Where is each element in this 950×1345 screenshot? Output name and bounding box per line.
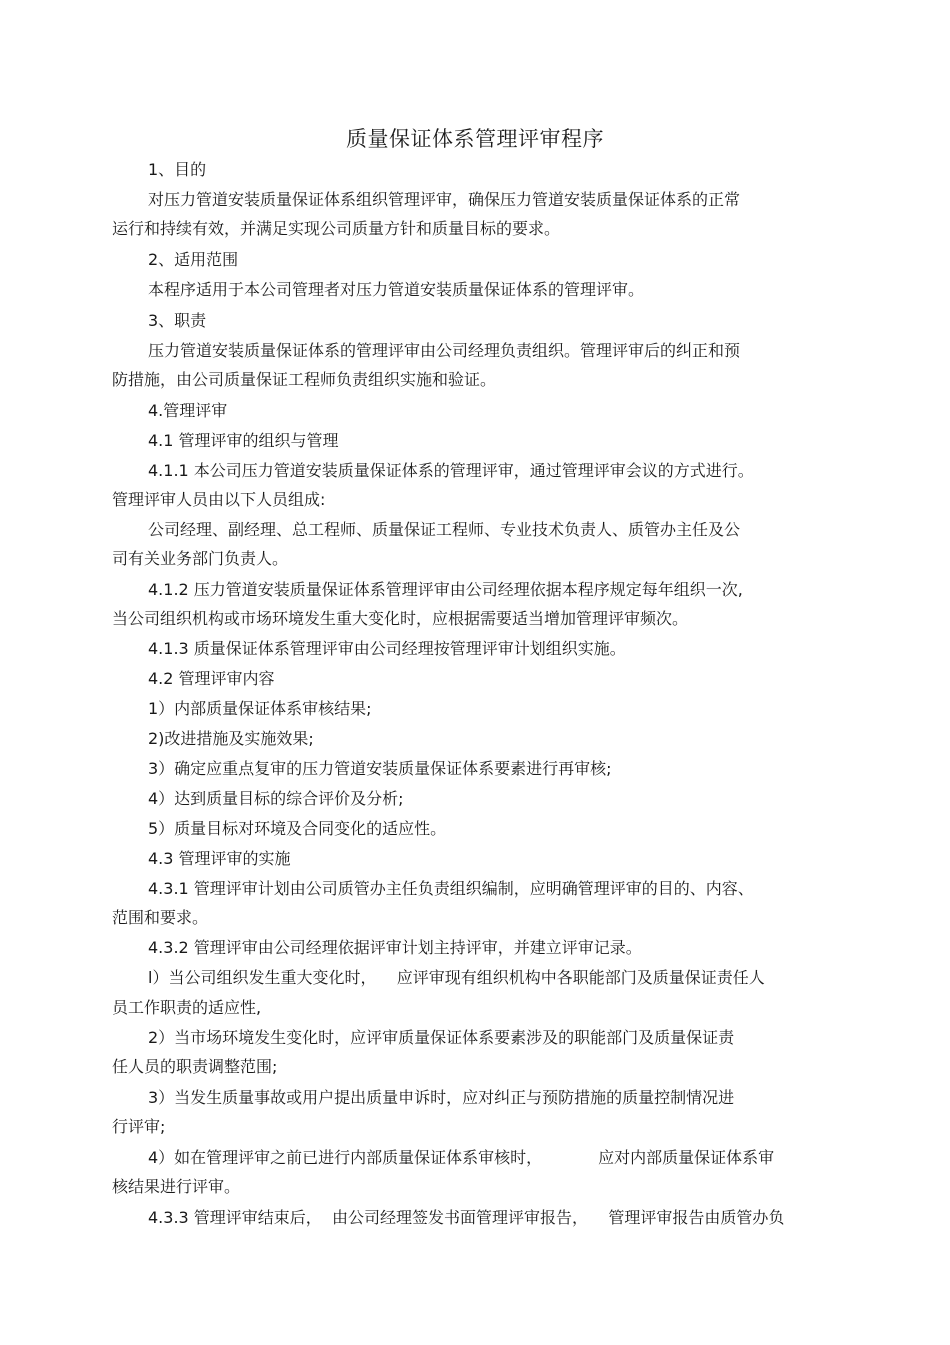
section-heading: 4.管理评审 [148, 401, 228, 420]
section-heading: 4.1 管理评审的组织与管理 [148, 431, 339, 450]
paragraph-line: 4.3.3 管理评审结束后， 由公司经理签发书面管理评审报告， 管理评审报告由质管办负 [148, 1208, 785, 1227]
paragraph-line: 公司经理、副经理、总工程师、质量保证工程师、专业技术负责人、质管办主任及公 [148, 520, 741, 539]
paragraph-line: 对压力管道安装质量保证体系组织管理评审，确保压力管道安装质量保证体系的正常 [148, 190, 741, 209]
paragraph-line: 当公司组织机构或市场环境发生重大变化时，应根据需要适当增加管理评审频次。 [112, 609, 689, 628]
paragraph-line: 4.1.1 本公司压力管道安装质量保证体系的管理评审，通过管理评审会议的方式进行。 [148, 461, 754, 480]
paragraph-line: 压力管道安装质量保证体系的管理评审由公司经理负责组织。管理评审后的纠正和预 [148, 341, 741, 360]
paragraph-line: 运行和持续有效，并满足实现公司质量方针和质量目标的要求。 [112, 219, 561, 238]
list-item: 5）质量目标对环境及合同变化的适应性。 [148, 819, 447, 838]
paragraph-line: 范围和要求。 [112, 908, 209, 927]
list-item: 2)改进措施及实施效果; [148, 729, 314, 748]
paragraph-line: 司有关业务部门负责人。 [112, 549, 289, 568]
list-item: l）当公司组织发生重大变化时， 应评审现有组织机构中各职能部门及质量保证责任人 [148, 968, 765, 987]
document-title: 质量保证体系管理评审程序 [346, 127, 604, 151]
paragraph-line: 本程序适用于本公司管理者对压力管道安装质量保证体系的管理评审。 [148, 280, 645, 299]
list-item: 4）如在管理评审之前已进行内部质量保证体系审核时， 应对内部质量保证体系审 [148, 1148, 775, 1167]
list-item: 行评审; [112, 1117, 166, 1136]
list-item: 2）当市场环境发生变化时，应评审质量保证体系要素涉及的职能部门及质量保证责 [148, 1028, 735, 1047]
list-item: 核结果进行评审。 [112, 1177, 241, 1196]
paragraph-line: 管理评审人员由以下人员组成: [112, 490, 326, 509]
section-heading: 3、职责 [148, 311, 207, 330]
list-item: 1）内部质量保证体系审核结果; [148, 699, 372, 718]
section-heading: 4.3 管理评审的实施 [148, 849, 291, 868]
paragraph-line: 4.1.3 质量保证体系管理评审由公司经理按管理评审计划组织实施。 [148, 639, 626, 658]
section-heading: 1、目的 [148, 160, 207, 179]
paragraph-line: 4.3.2 管理评审由公司经理依据评审计划主持评审，并建立评审记录。 [148, 938, 642, 957]
list-item: 3）确定应重点复审的压力管道安装质量保证体系要素进行再审核; [148, 759, 612, 778]
list-item: 任人员的职责调整范围; [112, 1057, 278, 1076]
list-item: 员工作职责的适应性, [112, 998, 262, 1017]
paragraph-line: 4.3.1 管理评审计划由公司质管办主任负责组织编制，应明确管理评审的目的、内容、 [148, 879, 754, 898]
section-heading: 2、适用范围 [148, 250, 239, 269]
list-item: 4）达到质量目标的综合评价及分析; [148, 789, 404, 808]
paragraph-line: 4.1.2 压力管道安装质量保证体系管理评审由公司经理依据本程序规定每年组织一次, [148, 580, 743, 599]
section-heading: 4.2 管理评审内容 [148, 669, 275, 688]
list-item: 3）当发生质量事故或用户提出质量申诉时，应对纠正与预防措施的质量控制情况进 [148, 1088, 735, 1107]
paragraph-line: 防措施，由公司质量保证工程师负责组织实施和验证。 [112, 370, 497, 389]
